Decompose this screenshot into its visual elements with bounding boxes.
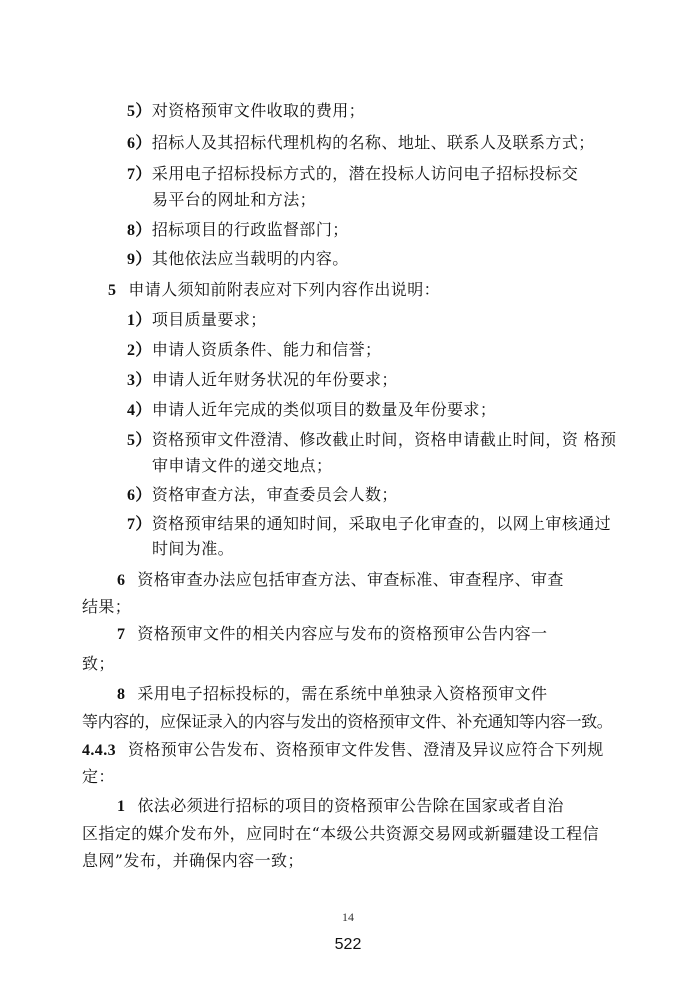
paragraph-text: 结果； bbox=[82, 597, 132, 616]
item-number: 6） bbox=[127, 135, 152, 152]
subsection-text: 资格预审公告发布、资格预审文件发售、澄清及异议应符合下列规 bbox=[128, 740, 604, 759]
section-text: 申请人须知前附表应对下列内容作出说明： bbox=[128, 280, 441, 299]
list-item bbox=[127, 310, 267, 331]
item-text: 招标项目的行政监督部门； bbox=[151, 220, 349, 239]
section-text: 资格审查办法应包括审查方法、审查标准、审查程序、审查 bbox=[137, 570, 564, 589]
paragraph-continuation bbox=[82, 851, 304, 871]
list-item-continuation bbox=[152, 456, 332, 476]
item-text: 申请人近年财务状况的年份要求； bbox=[151, 370, 398, 389]
item-number: 5） bbox=[127, 103, 152, 120]
document-page-number: 522 bbox=[334, 936, 362, 953]
list-item bbox=[127, 249, 349, 270]
paragraph-continuation bbox=[82, 654, 115, 674]
section-number: 8 bbox=[117, 686, 126, 703]
paragraph-text: 致； bbox=[82, 654, 115, 673]
section-heading bbox=[117, 570, 564, 591]
item-number: 5） bbox=[127, 432, 152, 449]
section-number: 5 bbox=[108, 282, 117, 299]
item-number: 3） bbox=[127, 372, 152, 389]
item-number: 4） bbox=[127, 402, 152, 419]
item-text: 项目质量要求； bbox=[151, 310, 267, 329]
list-item bbox=[127, 485, 398, 506]
section-text: 采用电子招标投标的，需在系统中单独录入资格预审文件 bbox=[137, 684, 548, 703]
item-text: 申请人近年完成的类似项目的数量及年份要求； bbox=[151, 400, 497, 419]
item-text: 时间为准。 bbox=[152, 539, 235, 558]
section-heading bbox=[117, 624, 547, 645]
paragraph-text: 等内容的，应保证录入的内容与发出的资格预审文件、补充通知等内容一致。 bbox=[82, 712, 613, 731]
item-number: 2） bbox=[127, 342, 152, 359]
list-item bbox=[127, 164, 578, 185]
list-item-continuation bbox=[152, 190, 316, 210]
item-text: 对资格预审文件收取的费用； bbox=[151, 101, 366, 120]
item-text: 采用电子招标投标方式的，潜在投标人访问电子招标投标交 bbox=[151, 164, 579, 183]
paragraph-continuation bbox=[82, 712, 612, 732]
item-number: 6） bbox=[127, 487, 152, 504]
paragraph-continuation bbox=[82, 767, 115, 787]
list-item bbox=[127, 430, 617, 451]
list-item bbox=[127, 340, 381, 361]
list-item bbox=[127, 514, 611, 535]
list-item bbox=[127, 101, 365, 122]
section-heading bbox=[117, 796, 564, 817]
list-item-continuation bbox=[152, 539, 234, 559]
item-text: 审申请文件的递交地点； bbox=[152, 456, 333, 475]
section-text: 依法必须进行招标的项目的资格预审公告除在国家或者自治 bbox=[137, 796, 564, 815]
section-number: 1 bbox=[117, 798, 126, 815]
subsection-number: 4.4.3 bbox=[82, 742, 116, 759]
list-item bbox=[127, 370, 398, 391]
item-number: 1） bbox=[127, 312, 152, 329]
paragraph-continuation bbox=[82, 597, 131, 617]
paragraph-continuation bbox=[82, 824, 599, 844]
item-text: 其他依法应当载明的内容。 bbox=[151, 249, 349, 268]
section-heading bbox=[108, 280, 440, 301]
section-number: 7 bbox=[117, 626, 126, 643]
item-number: 9） bbox=[127, 251, 152, 268]
item-text: 资格审查方法，审查委员会人数； bbox=[151, 485, 398, 504]
list-item bbox=[127, 400, 496, 421]
paragraph-text: 定： bbox=[82, 767, 115, 786]
list-item bbox=[127, 133, 595, 154]
list-item bbox=[127, 220, 349, 241]
item-text: 资格预审文件澄清、修改截止时间，资格申请截止时间，资 格预 bbox=[151, 430, 617, 449]
section-heading bbox=[117, 684, 547, 705]
section-number: 6 bbox=[117, 572, 126, 589]
paragraph-text: 息网”发布，并确保内容一致； bbox=[82, 851, 304, 870]
section-text: 资格预审文件的相关内容应与发布的资格预审公告内容一 bbox=[137, 624, 548, 643]
item-text: 招标人及其招标代理机构的名称、地址、联系人及联系方式； bbox=[151, 133, 595, 152]
subsection-heading bbox=[82, 740, 604, 761]
page-number-footer: 14 bbox=[342, 910, 354, 924]
item-text: 资格预审结果的通知时间，采取电子化审查的，以网上审核通过 bbox=[151, 514, 612, 533]
item-number: 7） bbox=[127, 166, 152, 183]
item-text: 申请人资质条件、能力和信誉； bbox=[151, 340, 382, 359]
item-number: 7） bbox=[127, 516, 152, 533]
item-number: 8） bbox=[127, 222, 152, 239]
paragraph-text: 区指定的媒介发布外，应同时在“本级公共资源交易网或新疆建设工程信 bbox=[82, 824, 599, 843]
item-text: 易平台的网址和方法； bbox=[152, 190, 317, 209]
